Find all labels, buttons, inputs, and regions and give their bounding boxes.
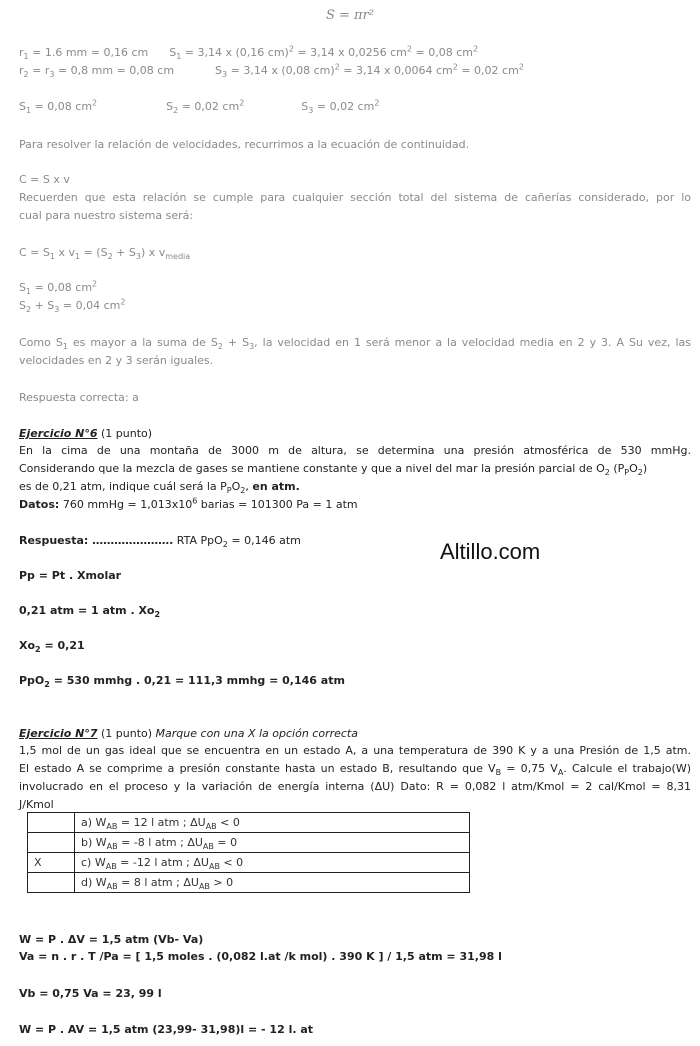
option-mark[interactable]: [28, 873, 75, 893]
sup: 2: [472, 44, 479, 54]
ex7-instruction: Marque con una X la opción correcta: [155, 727, 358, 740]
correct-answer-a: Respuesta correcta: a: [19, 391, 139, 404]
xo-a: Xo: [19, 639, 36, 652]
sup: 2: [288, 44, 294, 54]
option-row-c[interactable]: [28, 853, 470, 873]
opt-a: b) W: [81, 836, 107, 849]
s3-expr-c: = 3,14 x 0,0064 cm: [339, 64, 453, 77]
sub: 2: [44, 680, 50, 690]
sub: AB: [106, 882, 118, 892]
como-line-2: velocidades en 2 y 3 serán iguales.: [19, 354, 214, 367]
sub: P: [624, 468, 630, 478]
option-text: [75, 873, 470, 893]
ex6-l2d: ): [642, 462, 648, 475]
option-row-d[interactable]: [28, 873, 470, 893]
sub: A: [557, 768, 564, 778]
r2-value: = 0,8 mm = 0,08 cm: [54, 64, 175, 77]
sup: 2: [239, 98, 245, 108]
ex6-datos: [19, 497, 358, 512]
sub: 3: [308, 106, 314, 116]
opt-c: = 0: [213, 836, 238, 849]
sup: 2: [92, 98, 98, 108]
option-mark[interactable]: [28, 833, 75, 853]
res-s3: S: [301, 100, 309, 113]
sup: 6: [192, 496, 198, 506]
ex6-line-3: [19, 479, 300, 494]
cf-b: x v: [54, 246, 75, 259]
como-a: Como S: [19, 336, 63, 349]
sub-media: media: [165, 252, 191, 262]
sub: 2: [222, 540, 228, 550]
res-s1-val: = 0,08 cm: [31, 100, 93, 113]
sum2-a: S: [19, 299, 26, 312]
s1-sub: 1: [176, 52, 182, 62]
sub: 2: [25, 305, 32, 315]
res-s2: S: [166, 100, 174, 113]
como-b: es mayor a la suma de S: [67, 336, 218, 349]
s1-expr-b: = 3,14 x (0,16 cm): [181, 46, 289, 59]
ex6-points: (1 punto): [97, 427, 153, 440]
x-line-a: 0,21 atm = 1 atm . Xo: [19, 604, 155, 617]
recall-line-2: cual para nuestro sistema será:: [19, 209, 194, 222]
cf-e: ) x v: [140, 246, 166, 259]
opt-c: > 0: [209, 876, 234, 889]
sub: 3: [249, 342, 255, 352]
ex6-l2b: (P: [609, 462, 625, 475]
sup: 2: [518, 62, 524, 72]
sub: AB: [208, 862, 220, 872]
continuity-full-eq: [19, 245, 190, 260]
sup: 2: [334, 62, 340, 72]
sub: 2: [173, 106, 179, 116]
opt-b: = -8 l atm ; ΔU: [117, 836, 203, 849]
ex6-ppo: [19, 673, 345, 688]
ex7-points: (1 punto): [97, 727, 156, 740]
ppo-b: = 530 mmhg . 0,21 = 111,3 mmhg = 0,146 atm: [49, 674, 345, 687]
sub: 1: [25, 287, 32, 297]
ex6-title: Ejercicio N°6: [19, 427, 98, 440]
sum1-a: S: [19, 281, 26, 294]
ex7-line-3: involucrado en el proceso y la variación de energía interna (ΔU) Dato: R = 0,082 l atm/Kmol = 2 cal/Kmol = 8,31: [19, 780, 691, 793]
opt-b: = -12 l atm ; ΔU: [116, 856, 209, 869]
opt-c: < 0: [216, 816, 240, 829]
sum-line-2: [19, 298, 125, 313]
sub: P: [226, 486, 232, 496]
ex6-line-2: [19, 461, 647, 476]
ex6-heading: [19, 426, 152, 441]
sub: AB: [105, 862, 117, 872]
sub: AB: [205, 822, 217, 832]
continuity-intro: Para resolver la relación de velocidades, recurrimos a la ecuación de continuidad.: [19, 138, 470, 151]
sub: 3: [135, 252, 141, 262]
recall-line-1: Recuerden que esta relación se cumple para cualquier sección total del sistema de cañerías considerado, por lo: [19, 191, 691, 204]
datos-label: Datos:: [19, 498, 60, 511]
ex7-l2c: . Calcule el trabajo(W): [563, 762, 692, 775]
ex7-heading: [19, 726, 358, 741]
como-c: + S: [222, 336, 250, 349]
sub: 2: [107, 252, 113, 262]
sub: 2: [35, 645, 41, 655]
ex6-l3-bold: en atm.: [252, 480, 300, 493]
ex6-l3b: O: [231, 480, 241, 493]
ex7-sol-3: Vb = 0,75 Va = 23, 99 l: [19, 987, 162, 1000]
res-s3-val: = 0,02 cm: [313, 100, 375, 113]
respuesta-label: Respuesta: ………………….: [19, 534, 174, 547]
r2-eq: = r: [28, 64, 50, 77]
s1-label: S: [169, 46, 177, 59]
cf-d: + S: [112, 246, 136, 259]
sum2-b: + S: [31, 299, 55, 312]
sub: 1: [74, 252, 81, 262]
sum2-c: = 0,04 cm: [59, 299, 121, 312]
opt-a: d) W: [81, 876, 107, 889]
r1-value: = 1.6 mm = 0,16 cm: [28, 46, 149, 59]
sub: 2: [23, 70, 29, 80]
r1-sub: 1: [23, 52, 29, 62]
option-text: [75, 853, 470, 873]
sub: B: [495, 768, 502, 778]
results-line: [19, 99, 379, 114]
ex7-line-4: J/Kmol: [19, 798, 54, 811]
sup: 2: [406, 44, 412, 54]
ex7-title: Ejercicio N°7: [19, 727, 98, 740]
s3-expr-d: = 0,02 cm: [457, 64, 519, 77]
s3-expr-b: = 3,14 x (0,08 cm): [227, 64, 335, 77]
ex7-sol-1: W = P . ΔV = 1,5 atm (Vb- Va): [19, 933, 204, 946]
sub: 1: [25, 106, 32, 116]
ex7-line-2: [19, 761, 691, 776]
datos-b: barias = 101300 Pa = 1 atm: [197, 498, 358, 511]
sub: 2: [240, 486, 246, 496]
cf-a: C = S: [19, 246, 50, 259]
sub: AB: [198, 882, 210, 892]
sub: AB: [106, 822, 118, 832]
ex6-l2a: Considerando que la mezcla de gases se mantiene constante y que a nivel del mar la presión parcial de O: [19, 462, 605, 475]
opt-a: a) W: [81, 816, 107, 829]
ex6-pp: Pp = Pt . Xmolar: [19, 569, 122, 582]
sub: 2: [604, 468, 610, 478]
sup: 2: [374, 98, 380, 108]
ex7-line-1: 1,5 mol de un gas ideal que se encuentra en un estado A, a una temperatura de 390 K y a una Presión de 1,5 atm.: [19, 744, 691, 757]
ex6-xo: [19, 638, 85, 653]
option-row-a[interactable]: [28, 813, 470, 833]
option-text: [75, 813, 470, 833]
options-table: [27, 812, 470, 893]
sup: 2: [452, 62, 458, 72]
ex7-l2b: = 0,75 V: [501, 762, 558, 775]
ppo-a: PpO: [19, 674, 45, 687]
sub: 3: [54, 305, 60, 315]
como-d: , la velocidad en 1 será menor a la velocidad media en 2 y 3. A Su vez, las: [254, 336, 691, 349]
res-s1: S: [19, 100, 26, 113]
option-text: [75, 833, 470, 853]
ex6-respuesta: [19, 533, 301, 548]
r2-label: r: [19, 64, 24, 77]
como-line-1: [19, 335, 691, 350]
sub: 1: [49, 252, 55, 262]
r1-label: r: [19, 46, 24, 59]
sub: 2: [154, 610, 161, 620]
ex6-x-line: [19, 603, 160, 618]
opt-c: < 0: [219, 856, 244, 869]
sub: 2: [217, 342, 223, 352]
ex7-sol-4: W = P . AV = 1,5 atm (23,99- 31,98)l = - 12 l. at: [19, 1023, 314, 1036]
sup: 2: [120, 297, 126, 307]
opt-a: c) W: [81, 856, 106, 869]
opt-b: = 12 l atm ; ΔU: [117, 816, 206, 829]
ex7-l2a: El estado A se comprime a presión constante hasta un estado B, resultando que V: [19, 762, 496, 775]
sub: 2: [637, 468, 643, 478]
opt-b: = 8 l atm ; ΔU: [117, 876, 199, 889]
sub: AB: [202, 842, 214, 852]
continuity-eq: C = S x v: [19, 173, 70, 186]
watermark-logo: Altillo.com: [440, 539, 541, 564]
r2-calc-line: [19, 63, 524, 78]
sum-line-1: [19, 280, 97, 295]
option-mark[interactable]: [28, 813, 75, 833]
respuesta-val-b: = 0,146 atm: [227, 534, 301, 547]
area-formula: S = πr²: [325, 8, 375, 23]
s1-expr-d: = 0,08 cm: [412, 46, 473, 59]
r1-calc-line: [19, 45, 478, 60]
sup: 2: [92, 279, 98, 289]
res-s2-val: = 0,02 cm: [178, 100, 240, 113]
option-row-b[interactable]: [28, 833, 470, 853]
ex6-l3c: ,: [245, 480, 253, 493]
ex6-l3a: es de 0,21 atm, indique cuál será la P: [19, 480, 227, 493]
sub: 3: [222, 70, 228, 80]
s1-expr-c: = 3,14 x 0,0256 cm: [293, 46, 407, 59]
ex7-sol-2: Va = n . r . T /Pa = [ 1,5 moles . (0,082 l.at /k mol) . 390 K ] / 1,5 atm = 31,98 l: [19, 950, 502, 963]
sub: 3: [49, 70, 55, 80]
option-mark[interactable]: X: [28, 853, 75, 873]
ex6-l2c: O: [629, 462, 638, 475]
sub: AB: [106, 842, 118, 852]
respuesta-val-a: RTA PpO: [173, 534, 223, 547]
s3-label: S: [215, 64, 223, 77]
ex6-line-1: En la cima de una montaña de 3000 m de altura, se determina una presión atmosférica de 530 mmHg.: [19, 444, 691, 457]
sum1-b: = 0,08 cm: [31, 281, 93, 294]
cf-c: = (S: [80, 246, 108, 259]
xo-b: = 0,21: [40, 639, 85, 652]
datos-a: 760 mmHg = 1,013x10: [59, 498, 193, 511]
sub: 1: [62, 342, 68, 352]
